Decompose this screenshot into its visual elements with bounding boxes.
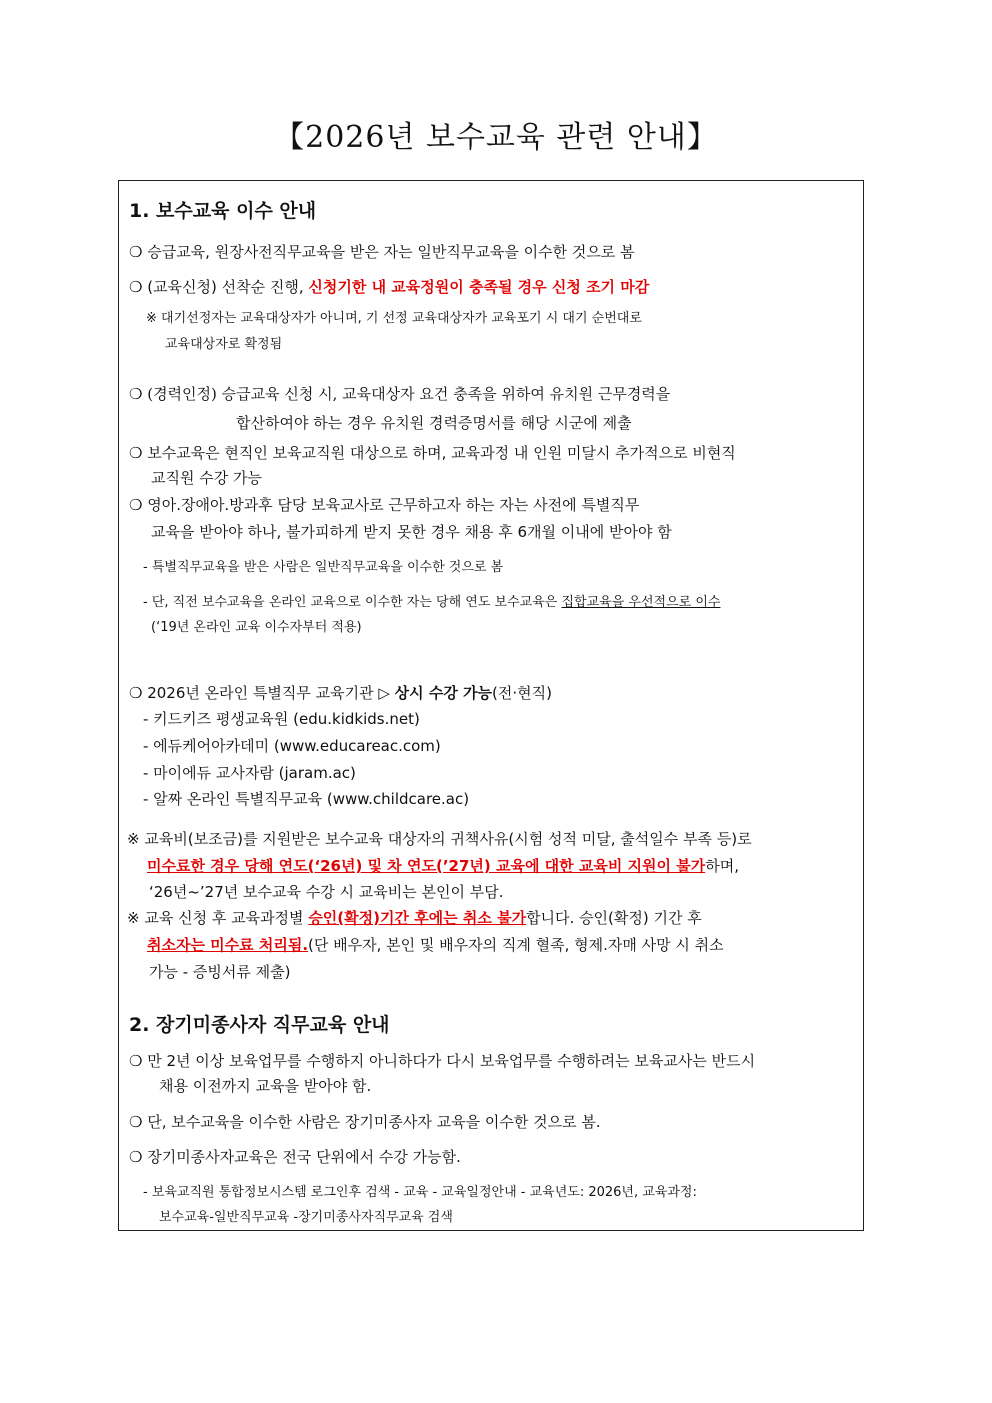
s1-line-20-warning: 미수료한 경우 당해 연도(‘26년) 및 차 연도(’27년) 교육에 대한 교육비 지원이 불가 (147, 857, 706, 875)
s1-line-15: - 키드키즈 평생교육원 (edu.kidkids.net) (143, 710, 420, 728)
s1-line-22-warning: 승인(확정)기간 후에는 취소 불가 (308, 909, 527, 927)
s1-line-23-suffix: (단 배우자, 본인 및 배우자의 직계 혈족, 형제.자매 사망 시 취소 (308, 936, 724, 954)
s1-line-12-emphasis: 집합교육을 우선적으로 이수 (561, 595, 721, 610)
s2-line-5: - 보육교직원 통합정보시스템 로그인후 검색 - 교육 - 교육일정안내 - 교육년도: 2026년, 교육과정: (143, 1185, 697, 1200)
s1-line-6: 합산하여야 하는 경우 유치원 경력증명서를 해당 시군에 제출 (236, 414, 632, 432)
s2-line-1: ❍ 만 2년 이상 보육업무를 수행하지 아니하다가 다시 보육업무를 수행하려는 보육교사는 반드시 (129, 1052, 756, 1070)
s1-line-14-bold: 상시 수강 가능 (394, 684, 493, 702)
s1-line-21: ‘26년~’27년 보수교육 수강 시 교육비는 본인이 부담. (149, 883, 504, 901)
s2-line-3: ❍ 단, 보수교육을 이수한 사람은 장기미종사자 교육을 이수한 것으로 봄. (129, 1113, 601, 1131)
section2-heading: 2. 장기미종사자 직무교육 안내 (129, 1014, 390, 1036)
s1-line-5: ❍ (경력인정) 승급교육 신청 시, 교육대상자 요건 충족을 위하여 유치원 근무경력을 (129, 385, 671, 403)
s1-line-14-text: ❍ 2026년 온라인 특별직무 교육기관 ▷ (129, 684, 395, 702)
s1-line-22 (127, 908, 702, 928)
s1-line-22-suffix: 합니다. 승인(확정) 기간 후 (526, 909, 702, 927)
s1-line-22-text: ※ 교육 신청 후 교육과정별 (127, 909, 309, 927)
s1-line-2-warning: 신청기한 내 교육정원이 충족될 경우 신청 조기 마감 (308, 278, 650, 296)
s2-line-2: 채용 이전까지 교육을 받아야 함. (159, 1077, 372, 1095)
s1-line-7: ❍ 보수교육은 현직인 보육교직원 대상으로 하며, 교육과정 내 인원 미달시 추가적으로 비현직 (129, 444, 736, 462)
s1-line-23-warning: 취소자는 미수료 처리됨. (147, 936, 309, 954)
s1-line-1: ❍ 승급교육, 원장사전직무교육을 받은 자는 일반직무교육을 이수한 것으로 봄 (129, 243, 635, 261)
s1-line-16: - 에듀케어아카데미 (www.educareac.com) (143, 737, 441, 755)
s1-line-20-suffix: 하며, (705, 857, 739, 875)
s1-line-2-text: ❍ (교육신청) 선착순 진행, (129, 278, 309, 296)
section1-heading: 1. 보수교육 이수 안내 (129, 200, 317, 222)
page-title: 【2026년 보수교육 관련 안내】 (274, 120, 718, 155)
s1-line-8: 교직원 수강 가능 (151, 469, 262, 487)
s1-line-14-suffix: (전·현직) (492, 684, 552, 702)
s1-line-12 (143, 593, 720, 613)
s1-line-18: - 알짜 온라인 특별직무교육 (www.childcare.ac) (143, 790, 470, 808)
s1-line-2 (129, 277, 649, 297)
s1-line-3: ※ 대기선정자는 교육대상자가 아니며, 기 선정 교육대상자가 교육포기 시 대기 순번대로 (146, 311, 642, 326)
s1-line-11: - 특별직무교육을 받은 사람은 일반직무교육을 이수한 것으로 봄 (143, 560, 504, 575)
s1-line-24: 가능 - 증빙서류 제출) (149, 963, 291, 981)
s1-line-19: ※ 교육비(보조금)를 지원받은 보수교육 대상자의 귀책사유(시험 성적 미달, 출석일수 부족 등)로 (127, 830, 752, 848)
s2-line-4: ❍ 장기미종사자교육은 전국 단위에서 수강 가능함. (129, 1148, 461, 1166)
s1-line-9: ❍ 영아.장애아.방과후 담당 보육교사로 근무하고자 하는 자는 사전에 특별직무 (129, 496, 640, 514)
s1-line-14 (129, 683, 552, 703)
s1-line-17: - 마이에듀 교사자람 (jaram.ac) (143, 764, 356, 782)
s1-line-4: 교육대상자로 확정됨 (165, 337, 283, 352)
s2-line-6: 보수교육-일반직무교육 -장기미종사자직무교육 검색 (159, 1210, 453, 1225)
s1-line-12-text: - 단, 직전 보수교육을 온라인 교육으로 이수한 자는 당해 연도 보수교육은 (143, 595, 562, 610)
notice-box (118, 180, 864, 1231)
s1-line-10: 교육을 받아야 하나, 불가피하게 받지 못한 경우 채용 후 6개월 이내에 받아야 함 (151, 523, 672, 541)
s1-line-23 (147, 935, 724, 955)
s1-line-20 (147, 856, 739, 876)
s1-line-13: (‘19년 온라인 교육 이수자부터 적용) (151, 620, 362, 635)
